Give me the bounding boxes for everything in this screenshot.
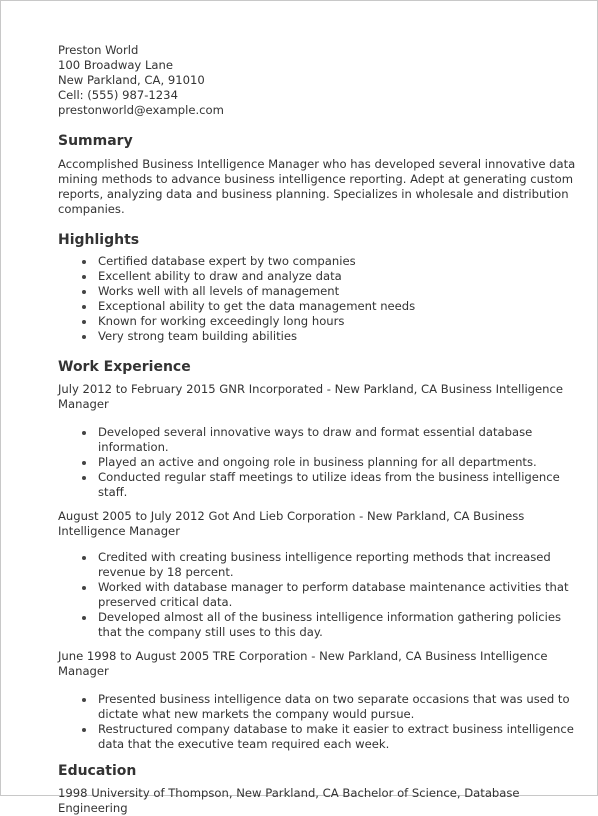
contact-phone: Cell: (555) 987-1234 (58, 88, 178, 102)
highlights-list (58, 254, 583, 344)
job-bullet: Worked with database manager to perform database maintenance activities that preserved critical data. (98, 580, 583, 610)
job-line: July 2012 to February 2015 GNR Incorporated - New Parkland, CA Business Intelligence Manager (58, 382, 564, 411)
education-line: 1998 University of Thompson, New Parkland, CA Bachelor of Science, Database Engineering (58, 786, 520, 815)
summary-heading: Summary (58, 133, 133, 149)
contact-name: Preston World (58, 43, 139, 57)
highlight-item: Certified database expert by two companies (98, 254, 583, 269)
job-bullet: Credited with creating business intelligence reporting methods that increased revenue by 18 percent. (98, 550, 583, 580)
job-bullets (58, 425, 583, 500)
job-bullet: Developed almost all of the business intelligence information gathering policies that the company still uses to this day. (98, 610, 583, 640)
contact-block (58, 43, 583, 118)
job-line: June 1998 to August 2005 TRE Corporation - New Parkland, CA Business Intelligence Manager (58, 649, 548, 678)
contact-address: 100 Broadway Lane (58, 58, 174, 72)
education-heading: Education (58, 763, 137, 779)
highlight-item: Works well with all levels of management (98, 284, 583, 299)
job-line: August 2005 to July 2012 Got And Lieb Corporation - New Parkland, CA Business Intelligence Manager (58, 509, 525, 538)
highlight-item: Known for working exceedingly long hours (98, 314, 583, 329)
resume-content (58, 43, 583, 816)
job-bullet: Conducted regular staff meetings to utilize ideas from the business intelligence staff. (98, 470, 583, 500)
summary-text: Accomplished Business Intelligence Manager who has developed several innovative data mining methods to advance business intelligence reporting. Adept at generating custom reports, analyzing data and business planning. Specializes in wholesale and distribution companies. (58, 157, 576, 216)
contact-email: prestonworld@example.com (58, 103, 224, 117)
highlights-heading: Highlights (58, 232, 140, 248)
job-bullets (58, 692, 583, 752)
job-bullets (58, 550, 583, 640)
job-bullet: Restructured company database to make it easier to extract business intelligence data that the executive team required each week. (98, 722, 583, 752)
highlight-item: Very strong team building abilities (98, 329, 583, 344)
work-experience-heading: Work Experience (58, 359, 191, 375)
highlight-item: Exceptional ability to get the data management needs (98, 299, 583, 314)
job-bullet: Presented business intelligence data on two separate occasions that was used to dictate what new markets the company would pursue. (98, 692, 583, 722)
contact-city: New Parkland, CA, 91010 (58, 73, 205, 87)
job-bullet: Played an active and ongoing role in business planning for all departments. (98, 455, 583, 470)
highlight-item: Excellent ability to draw and analyze data (98, 269, 583, 284)
job-bullet: Developed several innovative ways to draw and format essential database information. (98, 425, 583, 455)
